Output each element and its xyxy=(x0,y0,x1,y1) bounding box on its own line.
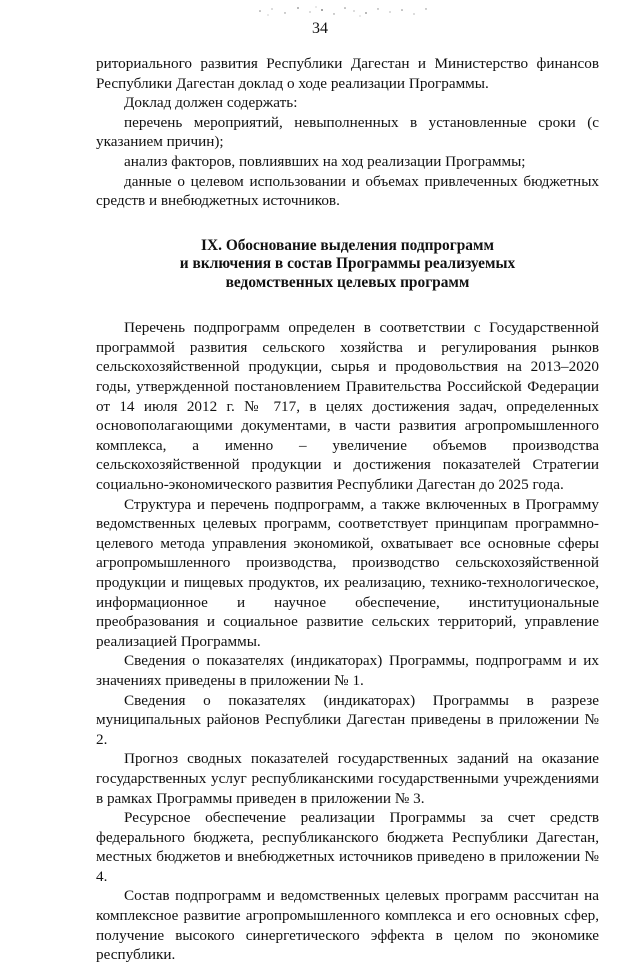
paragraph-appendix-4: Ресурсное обеспечение реализации Программы за счет средств федерального бюджета, республиканского бюджета Республики Дагестан, местных бюджетов и внебюджетных источников приведено в приложении № 4. xyxy=(96,809,599,885)
section-heading xyxy=(96,237,599,293)
section-heading-line-2: и включения в состав Программы реализуемых xyxy=(179,255,516,273)
paragraph-structure: Структура и перечень подпрограмм, а также включенных в Программу ведомственных целевых программ, соответствует принципам программно-целевого метода управления экономикой, охватывает все основные сферы агропромышленного производства, производство сельскохозяйственной продукции и пищевых продуктов, их реализацию, технико-технологическое, информационное и научное обеспечение, институциональные преобразования и социальное развитие сельских территорий, управление реализацией Программы. xyxy=(96,495,599,650)
section-heading-line-1: IX. Обоснование выделения подпрограмм xyxy=(201,236,494,254)
paragraph-composition: Состав подпрограмм и ведомственных целевых программ рассчитан на комплексное развитие агропромышленного комплекса и его основных сфер, получение высокого синергетического эффекта в целом по экономике республики. xyxy=(96,887,599,964)
paragraph-appendix-2: Сведения о показателях (индикаторах) Программы в разрезе муниципальных районов Республики Дагестан приведены в приложении № 2. xyxy=(96,691,599,748)
page-number: 34 xyxy=(312,20,328,37)
intro-item-factors-analysis: анализ факторов, повлиявших на ход реализации Программы; xyxy=(124,152,526,170)
paragraph-appendix-1: Сведения о показателях (индикаторах) Программы, подпрограмм и их значениях приведены в приложении № 1. xyxy=(96,652,599,689)
document-body xyxy=(96,54,599,965)
intro-paragraph-continuation: риториального развития Республики Дагестан и Министерство финансов Республики Дагестан доклад о ходе реализации Программы. xyxy=(96,55,599,92)
paragraph-appendix-3: Прогноз сводных показателей государственных заданий на оказание государственных услуг республиканскими государственными учреждениями в рамках Программы приведен в приложении № 3. xyxy=(96,750,599,807)
paragraph-subprograms-list: Перечень подпрограмм определен в соответствии с Государственной программой развития сельского хозяйства и регулирования рынков сельскохозяйственной продукции, сырья и продовольствия на 2013–2020 годы, утвержденной постановлением Правительства Российской Федерации от 14 июля 2012 г. № 717, в целях достижения задач, определенных основополагающими документами, в части развития агропромышленного комплекса, а именно – увеличение объемов производства сельскохозяйственной продукции и достижения показателей Стратегии социально-экономического развития Республики Дагестан до 2025 года. xyxy=(96,319,599,493)
section-heading-line-3: ведомственных целевых программ xyxy=(225,273,470,291)
intro-report-contents: Доклад должен содержать: xyxy=(124,94,298,112)
intro-item-funding-usage: данные о целевом использовании и объемах привлеченных бюджетных средств и внебюджетных источников. xyxy=(96,172,599,210)
intro-item-unfulfilled-measures: перечень мероприятий, невыполненных в установленные сроки (с указанием причин); xyxy=(96,113,599,151)
scan-noise xyxy=(250,4,440,18)
